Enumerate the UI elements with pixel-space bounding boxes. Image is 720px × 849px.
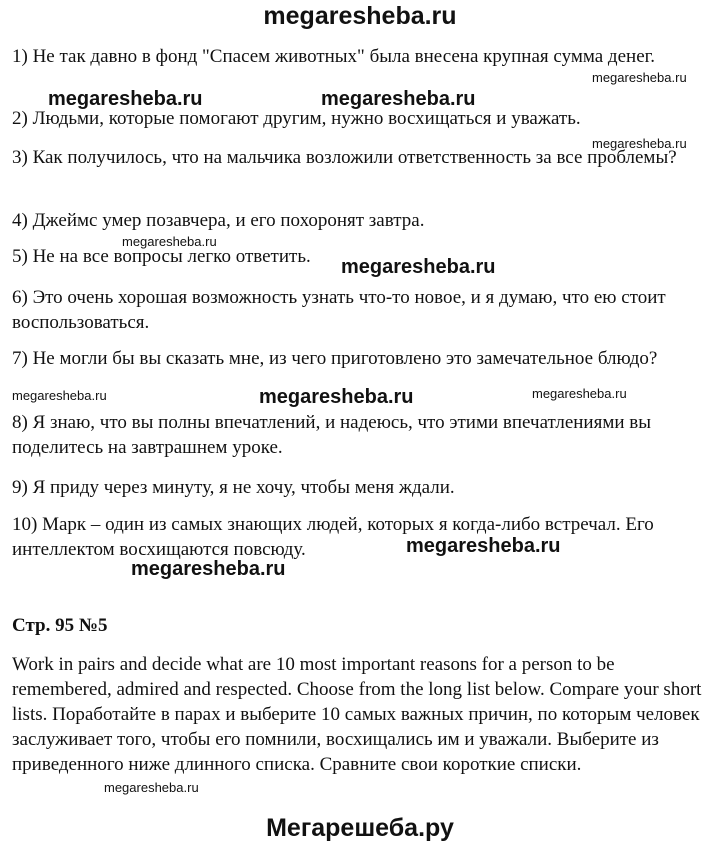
watermark-big: megaresheba.ru xyxy=(321,88,476,110)
task-text: Work in pairs and decide what are 10 most important reasons for a person to be remembered, admired and respected. Choose from the long list below. Compare your short lists. Поработайте в парах и выберите 10 самых важных причин, по которым человек заслуживает того, чтобы его помнили, восхищались им и уважали. Выберите из приведенного ниже длинного списка. Сравните свои короткие списки. xyxy=(12,654,702,775)
section-heading: Стр. 95 №5 xyxy=(12,615,108,636)
watermark-big: megaresheba.ru xyxy=(259,386,414,408)
sentence-10: 10) Марк – один из самых знающих людей, которых я когда-либо встречал. Его интеллектом восхищаются повсюду. xyxy=(12,514,654,560)
watermark-small: megaresheba.ru xyxy=(122,234,217,249)
sentence-2: 2) Людьми, которые помогают другим, нужно восхищаться и уважать. xyxy=(12,108,581,129)
watermark-small: megaresheba.ru xyxy=(592,136,687,151)
footer-watermark: Мегарешеба.ру xyxy=(266,814,454,842)
watermark-small: megaresheba.ru xyxy=(592,70,687,85)
sentence-8: 8) Я знаю, что вы полны впечатлений, и надеюсь, что этими впечатлениями вы поделитесь на завтрашнем уроке. xyxy=(12,412,652,458)
sentence-3: 3) Как получилось, что на мальчика возложили ответственность за все проблемы? xyxy=(12,147,677,168)
sentence-9: 9) Я приду через минуту, я не хочу, чтобы меня ждали. xyxy=(12,477,455,498)
sentence-1: 1) Не так давно в фонд "Спасем животных" была внесена крупная сумма денег. xyxy=(12,46,656,67)
watermark-small: megaresheba.ru xyxy=(532,386,627,401)
watermark-big: megaresheba.ru xyxy=(406,535,561,557)
watermark-big: megaresheba.ru xyxy=(341,256,496,278)
sentence-6: 6) Это очень хорошая возможность узнать что-то новое, и я думаю, что ею стоит воспользоваться. xyxy=(12,287,666,333)
sentence-4: 4) Джеймс умер позавчера, и его похоронят завтра. xyxy=(12,210,425,231)
watermark-small: megaresheba.ru xyxy=(12,388,107,403)
sentence-7: 7) Не могли бы вы сказать мне, из чего приготовлено это замечательное блюдо? xyxy=(12,348,658,369)
watermark-big: megaresheba.ru xyxy=(131,558,286,580)
sentence-5: 5) Не на все вопросы легко ответить. xyxy=(12,246,311,267)
watermark-small: megaresheba.ru xyxy=(104,780,199,795)
watermark-big: megaresheba.ru xyxy=(48,88,203,110)
header-watermark: megaresheba.ru xyxy=(263,2,457,30)
